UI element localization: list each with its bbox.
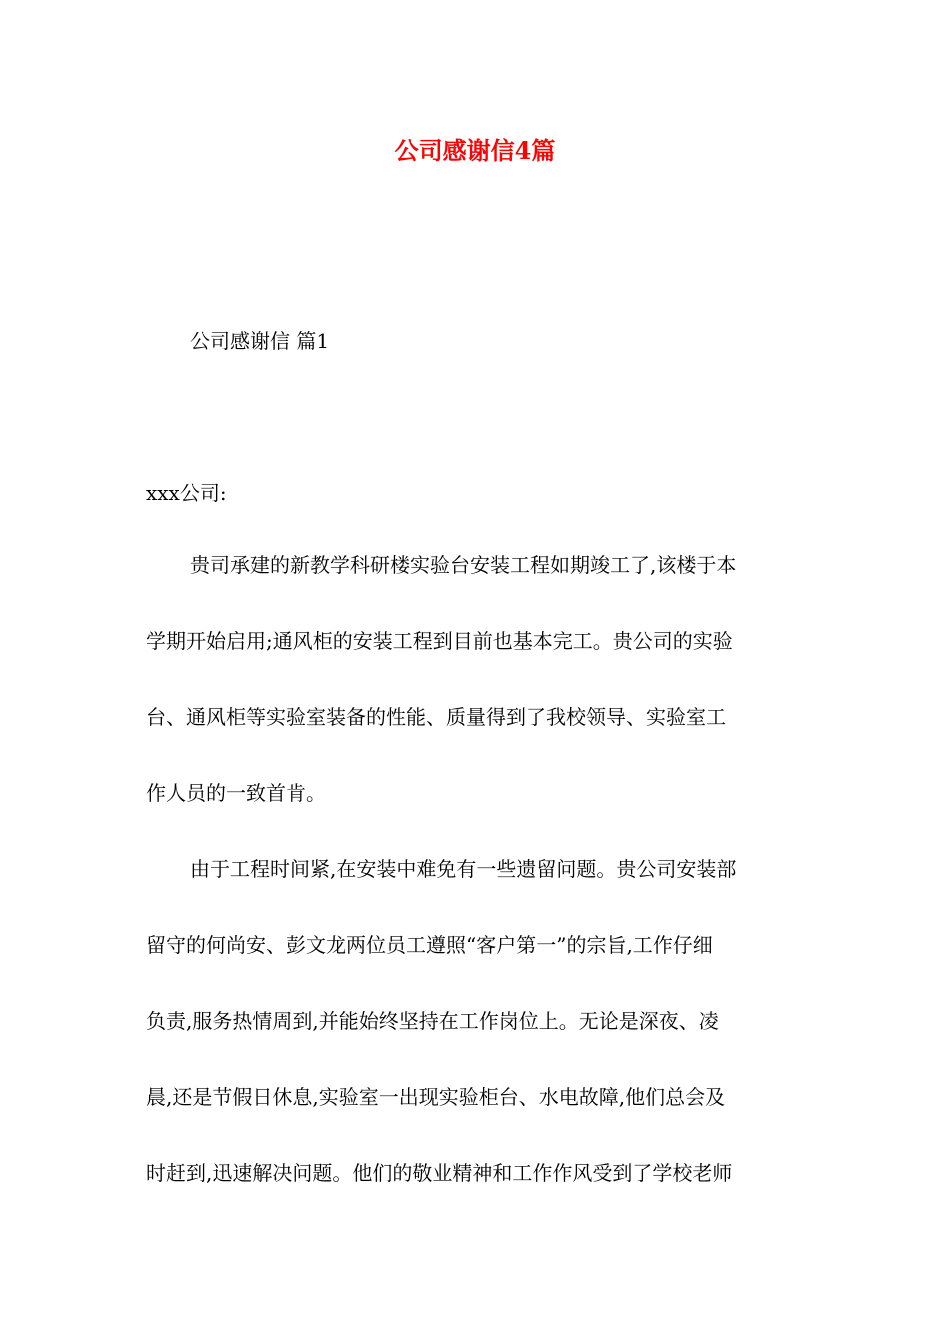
document-title: 公司感谢信4篇 [394,136,556,165]
text-line: 晨,还是节假日休息,实验室一出现实验柜台、水电故障,他们总会及 [146,1085,726,1109]
text-line: 留守的何尚安、彭文龙两位员工遵照“客户第一”的宗旨,工作仔细 [146,933,713,957]
section-heading: 公司感谢信 篇1 [190,329,330,353]
text-line: 时赶到,迅速解决问题。他们的敬业精神和工作作风受到了学校老师 [146,1161,733,1185]
paragraph-2 [146,850,810,1230]
text-line: 台、通风柜等实验室装备的性能、质量得到了我校领导、实验室工 [146,705,726,729]
text-line: 负责,服务热情周到,并能始终坚持在工作岗位上。无论是深夜、凌 [146,1009,719,1033]
salutation: xxx公司: [146,481,227,505]
text-line: 学期开始启用;通风柜的安装工程到目前也基本完工。贵公司的实验 [146,629,733,653]
letter-body [146,546,810,1230]
text-line: 作人员的一致首肯。 [146,781,326,805]
text-line: 贵司承建的新教学科研楼实验台安装工程如期竣工了,该楼于本 [190,553,737,577]
paragraph-1 [146,546,810,850]
text-line: 由于工程时间紧,在安装中难免有一些遗留问题。贵公司安装部 [190,857,737,881]
